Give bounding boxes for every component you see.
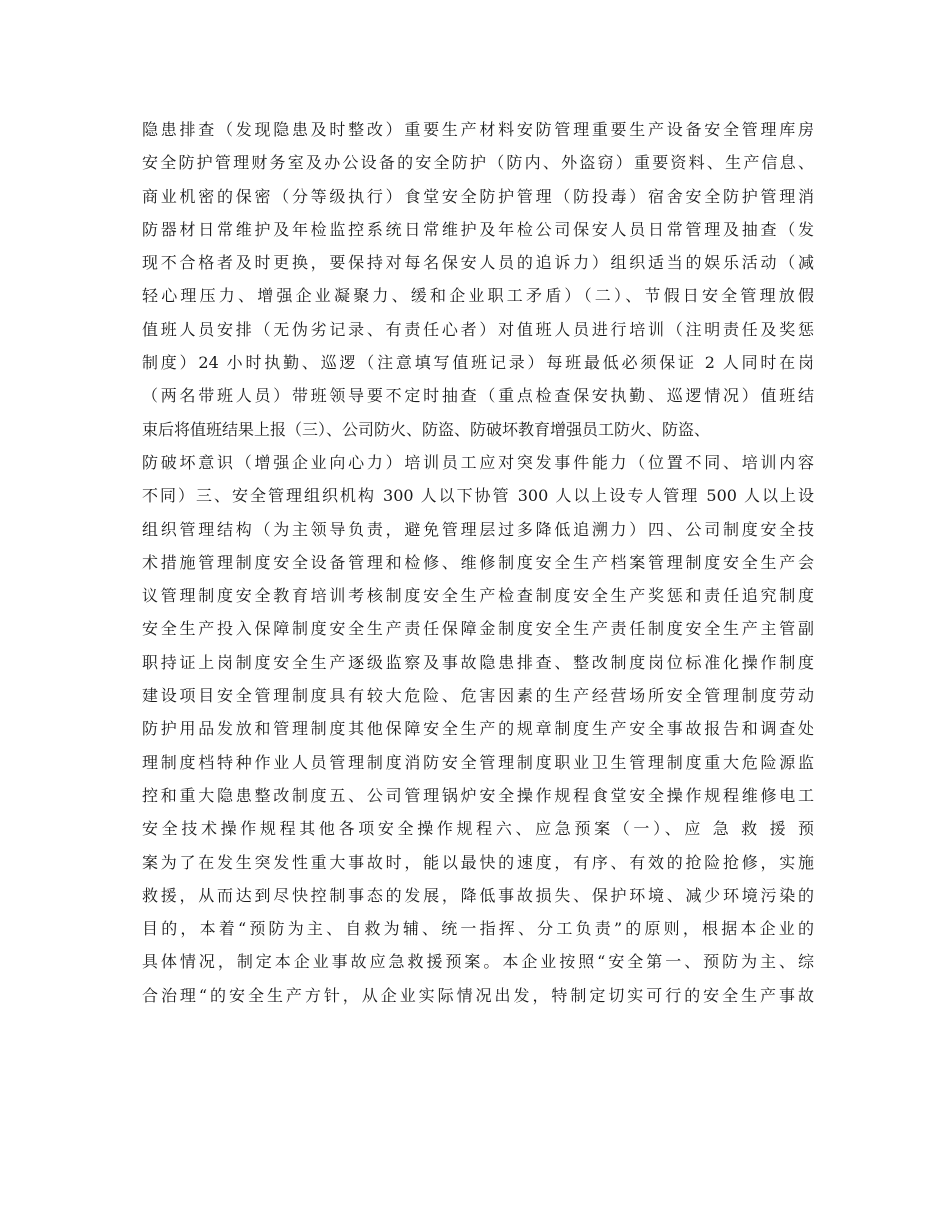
- text-line: 防护用品发放和管理制度其他保障安全生产的规章制度生产安全事故报告和调查处: [142, 719, 814, 739]
- text-line: 目的，本着“预防为主、自救为辅、统一指挥、分工负责”的原则，根据本企业的: [142, 919, 814, 939]
- text-line: 具体情况，制定本企业事故应急救援预案。本企业按照“安全第一、预防为主、综: [142, 952, 814, 972]
- text-line: 不同）三、安全管理组织机构 300 人以下协管 300 人以上设专人管理 500 人以上设: [142, 486, 814, 506]
- text-line: 组织管理结构（为主领导负责，避免管理层过多降低追溯力）四、公司制度安全技: [142, 519, 814, 539]
- text-line: （两名带班人员）带班领导要不定时抽查（重点检查保安执勤、巡逻情况）值班结: [142, 386, 814, 406]
- text-line: 商业机密的保密（分等级执行）食堂安全防护管理（防投毒）宿舍安全防护管理消: [142, 186, 814, 206]
- text-line: 隐患排查（发现隐患及时整改）重要生产材料安防管理重要生产设备安全管理库房: [142, 120, 814, 139]
- text-line: 救援，从而达到尽快控制事态的发展，降低事故损失、保护环境、减少环境污染的: [142, 885, 814, 905]
- text-line: 合治理“的安全生产方针，从企业实际情况出发，特制定切实可行的安全生产事故: [142, 985, 814, 1005]
- text-line: 值班人员安排（无伪劣记录、有责任心者）对值班人员进行培训（注明责任及奖惩: [142, 319, 814, 339]
- text-line: 议管理制度安全教育培训考核制度安全生产检查制度安全生产奖惩和责任追究制度: [142, 586, 814, 606]
- text-line: 建设项目安全管理制度具有较大危险、危害因素的生产经营场所安全管理制度劳动: [142, 686, 814, 706]
- text-line: 制度）24 小时执勤、巡逻（注意填写值班记录）每班最低必须保证 2 人同时在岗: [142, 353, 814, 373]
- text-line: 案为了在发生突发性重大事故时，能以最快的速度，有序、有效的抢险抢修，实施: [142, 852, 814, 872]
- text-line: 职持证上岗制度安全生产逐级监察及事故隐患排查、整改制度岗位标准化操作制度: [142, 652, 814, 672]
- text-line: 术措施管理制度安全设备管理和检修、维修制度安全生产档案管理制度安全生产会: [142, 552, 814, 572]
- text-line: 安全防护管理财务室及办公设备的安全防护（防内、外盗窃）重要资料、生产信息、: [142, 153, 814, 173]
- text-line: 安全技术操作规程其他各项安全操作规程六、应急预案（一）、应 急 救 援 预: [142, 819, 814, 839]
- text-line: 控和重大隐患整改制度五、公司管理锅炉安全操作规程食堂安全操作规程维修电工: [142, 785, 814, 805]
- text-line: 防破坏意识（增强企业向心力）培训员工应对突发事件能力（位置不同、培训内容: [142, 452, 814, 472]
- text-line: 理制度档特种作业人员管理制度消防安全管理制度职业卫生管理制度重大危险源监: [142, 752, 814, 772]
- text-line: 安全生产投入保障制度安全生产责任保障金制度安全生产责任制度安全生产主管副: [142, 619, 814, 639]
- text-line: 束后将值班结果上报（三）、公司防火、防盗、防破坏教育增强员工防火、防盗、: [142, 419, 711, 439]
- text-line: 现不合格者及时更换，要保持对每名保安人员的追诉力）组织适当的娱乐活动（减: [142, 253, 814, 273]
- text-line: 轻心理压力、增强企业凝聚力、缓和企业职工矛盾）（二）、节假日安全管理放假: [142, 286, 814, 306]
- body-text: [142, 113, 814, 1012]
- text-line: 防器材日常维护及年检监控系统日常维护及年检公司保安人员日常管理及抽查（发: [142, 219, 814, 239]
